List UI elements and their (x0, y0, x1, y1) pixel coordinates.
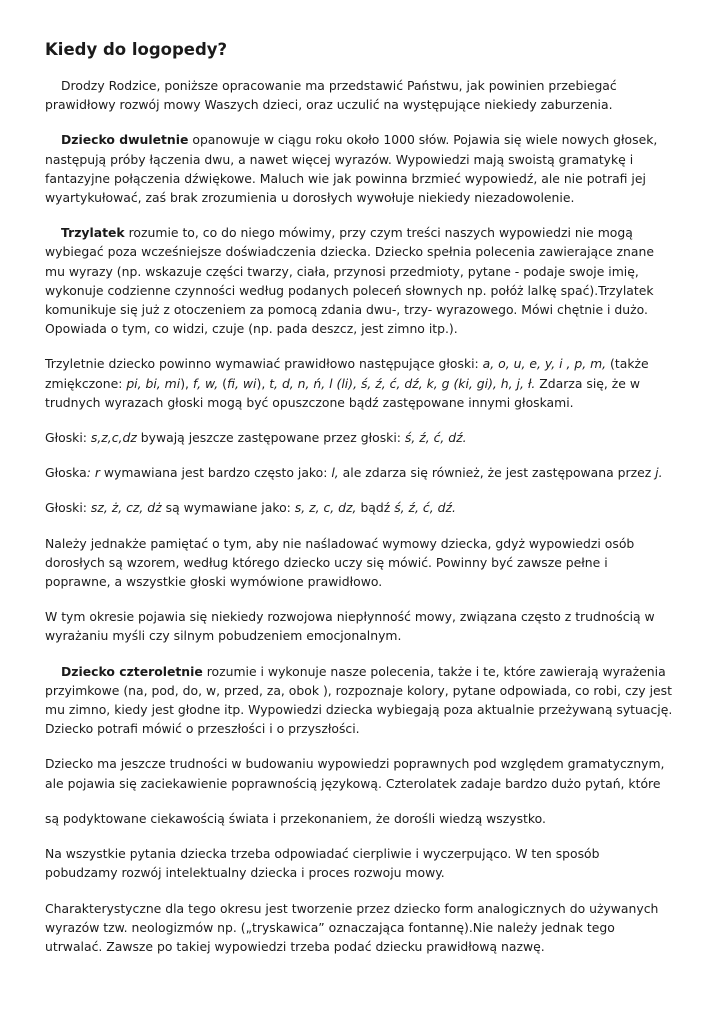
text-segment: Głoski: (45, 430, 91, 446)
paragraph-r-sound (45, 463, 675, 482)
document-title: Kiedy do logopedy? (45, 40, 228, 59)
text-segment: ale zdarza się również, że jest zastępowana przez (338, 465, 656, 481)
paragraph-four-year-old (45, 662, 675, 739)
text-two-year-old: opanowuje w ciągu roku około 1000 słów. Pojawia się wiele nowych głosek, następują próby łączenia dwu, a nawet więcej wyrazów. Wypowiedzi mają swoistą gramatykę i fantazyjne połączenia dźwiękowe. Maluch wie jak powinna brzmieć wypowiedź, ale nie potrafi jej wyartykułować, zaś brak zrozumienia u dorosłych wywołuje niekiedy niezadowolenie. (45, 132, 658, 206)
text-segment: są wymawiane jako: (161, 500, 295, 516)
text-segment: wymawiana jest bardzo często jako: (99, 465, 332, 481)
sound-list: ś, ź, ć, dź. (404, 430, 467, 446)
text-three-year-old: rozumie to, co do niego mówimy, przy czym treści naszych wypowiedzi nie mogą wybiegać poza wcześniejsze doświadczenia dziecka. Dziecko spełnia polecenia zawierające znane mu wyrazy (np. wskazuje części twarzy, ciała, przynosi przedmioty, pytane - podaje swoje imię, wykonuje codzienne czynności według podanych poleceń słownych np. połóż lalkę spać).Trzylatek komunikuje się już z otoczeniem za pomocą zdania dwu-, trzy- wyrazowego. Mówi chętnie i dużo. Opowiada o tym, co widzi, czuje (np. pada deszcz, jest zimno itp.). (45, 225, 654, 337)
sound-list: pi, bi, mi (126, 375, 181, 391)
sound-list: j. (655, 465, 663, 481)
text-segment: ( (218, 375, 228, 391)
paragraph-neologisms: Charakterystyczne dla tego okresu jest tworzenie przez dziecko form analogicznych do używanych wyrazów tzw. neologizmów np. („tryskawica” oznaczająca fontannę).Nie należy jednak tego utrwalać. Zawsze po takiej wypowiedzi trzeba podać dziecku prawidłową nazwę. (45, 900, 659, 954)
text-segment: Głoska (45, 465, 87, 481)
paragraph-fluency: W tym okresie pojawia się niekiedy rozwojowa niepłynność mowy, związana często z trudnością w wyrażaniu myśli czy silnym pobudzeniem emocjonalnym. (45, 609, 655, 644)
sound-list: a, o, u, e, y, i , p, m, (482, 356, 607, 372)
text-four-year-old: rozumie i wykonuje nasze polecenia, także i te, które zawierają wyrażenia przyimkowe (na, pod, do, w, przed, za, obok ), rozpoznaje kolory, pytane odpowiada, co robi, czy jest mu zimno, kiedy jest głodne itp. Wypowiedzi dziecka wybiegają poza aktualnie przeżywaną sytuację. Dziecko potrafi mówić o przeszłości i o przyszłości. (45, 663, 673, 737)
text-segment: ), (180, 375, 193, 391)
text-segment: bywają jeszcze zastępowane przez głoski: (136, 430, 405, 446)
paragraph-questions: Na wszystkie pytania dziecka trzeba odpowiadać cierpliwie i wyczerpująco. W ten sposób pobudzamy rozwój intelektualny dziecka i proces rozwoju mowy. (45, 846, 600, 881)
lead-three-year-old: Trzylatek (61, 225, 125, 241)
lead-two-year-old: Dziecko dwuletnie (61, 132, 189, 148)
sound-list: f, w, (192, 375, 219, 391)
paragraph-three-year-old (45, 223, 675, 338)
text-segment: Zdarza się, że w trudnych wyrazach głoski mogą być opuszczone bądź zastępowane innymi głoskami. (45, 375, 640, 410)
lead-four-year-old: Dziecko czteroletnie (61, 663, 203, 679)
sound-list: sz, ż, cz, dż (90, 500, 162, 516)
paragraph-grammar: Dziecko ma jeszcze trudności w budowaniu wypowiedzi poprawnych pod względem gramatycznym, ale pojawia się zaciekawienie poprawnością językową. Czterolatek zadaje bardzo dużo pytań, które (45, 756, 665, 791)
sound-list: fi, wi (227, 375, 257, 391)
text-segment: Głoski: (45, 500, 91, 516)
paragraph-two-year-old (45, 130, 675, 207)
sound-list: s,z,c,dz (90, 430, 137, 446)
sound-list: l, (331, 465, 339, 481)
sound-list: : r (86, 465, 100, 481)
paragraph-sz-sounds (45, 498, 675, 517)
paragraph-szc-sounds (45, 428, 675, 447)
sound-list: t, d, n, ń, l (li), ś, ź, ć, dź, k, g (ki, gi), h, j, ł. (269, 375, 536, 391)
sound-list: ś, ź, ć, dź. (394, 500, 456, 516)
text-segment: (także zmiękczone: (45, 356, 649, 391)
paragraph-curiosity: są podyktowane ciekawością świata i przekonaniem, że dorośli wiedzą wszystko. (45, 810, 546, 826)
paragraph-intro: Drodzy Rodzice, poniższe opracowanie ma przedstawić Państwu, jak powinien przebiegać prawidłowy rozwój mowy Waszych dzieci, oraz uczulić na występujące niekiedy zaburzenia. (45, 78, 617, 113)
sound-list: s, z, c, dz, (294, 500, 357, 516)
text-segment: Trzyletnie dziecko powinno wymawiać prawidłowo następujące głoski: (45, 356, 483, 372)
text-segment: bądź (356, 500, 395, 516)
paragraph-imitation: Należy jednakże pamiętać o tym, aby nie naśladować wymowy dziecka, gdyż wypowiedzi osób dorosłych są wzorem, według którego dziecko uczy się mówić. Powinny być zawsze pełne i poprawne, a wszystkie głoski wymówione prawidłowo. (45, 535, 635, 590)
paragraph-sounds (45, 354, 675, 412)
text-segment: ), (256, 375, 270, 391)
